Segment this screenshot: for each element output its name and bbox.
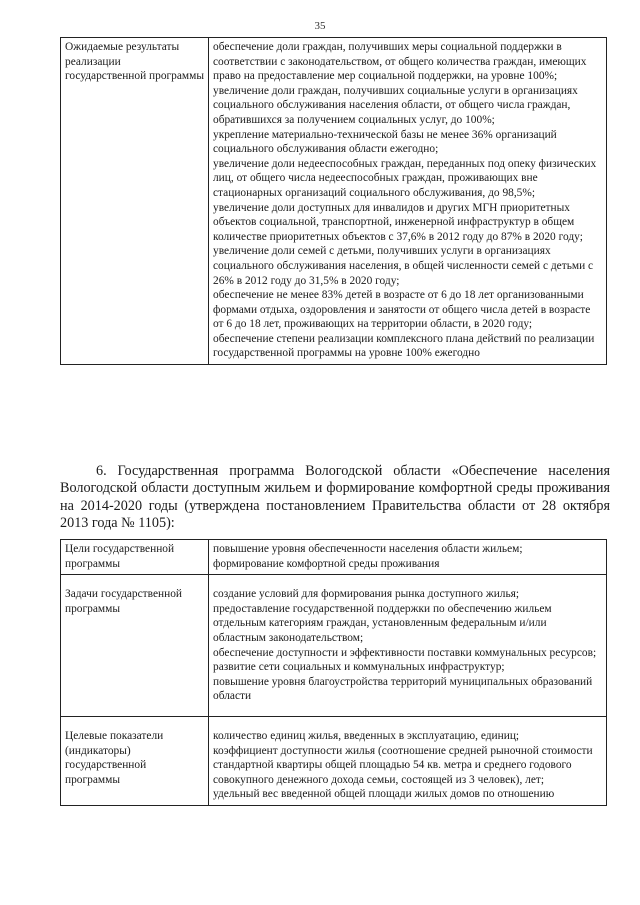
row-content [209, 716, 607, 805]
list-item: обеспечение доли граждан, получивших меры социальной поддержки в соответствии с законодательством, от общего количества граждан, имеющих право на предоставление мер социальной поддержки, на уровне 100%; [213, 41, 587, 83]
list-item: повышение уровня обеспеченности населения области жильем; [213, 543, 523, 555]
row-label: Цели государственной программы [61, 540, 209, 575]
list-item: обеспечение не менее 83% детей в возрасте от 6 до 18 лет организованными формами отдыха, оздоровления и занятости от общего числа детей в возрасте от 6 до 18 лет, проживающих на территории области, в 2020 году; [213, 289, 591, 331]
row-content [209, 540, 607, 575]
table-row [61, 540, 607, 575]
row-label: Ожидаемые результаты реализации государственной программы [61, 38, 209, 365]
list-item: увеличение доли доступных для инвалидов и других МГН приоритетных объектов социальной, транспортной, инженерной инфраструктур в общем количестве приоритетных объектов с 37,6% в 2012 году до 87% в 2020 году; [213, 201, 583, 243]
table-row [61, 575, 607, 717]
row-label: Задачи государственной программы [61, 575, 209, 717]
list-item: развитие сети социальных и коммунальных инфраструктур; [213, 661, 505, 674]
section-heading: 6. Государственная программа Вологодской области «Обеспечение населения Вологодской области доступным жильем и формирование комфортной среды проживания на 2014-2020 годы (утверждена постановлением Правительства области от 28 октября 2013 года № 1105): [60, 463, 610, 532]
list-item: количество единиц жилья, введенных в эксплуатацию, единиц; [213, 729, 520, 742]
page-number: 35 [314, 20, 326, 32]
list-item: увеличение доли недееспособных граждан, переданных под опеку физических лиц, от общего числа недееспособных граждан, проживающих вне стационарных организаций социального обслуживания, до 98,5%; [213, 157, 597, 199]
list-item: предоставление государственной поддержки по обеспечению жильем отдельным категориям граждан, установленным федеральным и/или областным законодательством; [213, 602, 552, 644]
list-item: удельный вес введенной общей площади жилых домов по отношению [213, 788, 555, 801]
table-row [61, 38, 607, 365]
list-item: увеличение доли граждан, получивших социальные услуги в организациях социального обслуживания населения области, от общего числа граждан, обратившихся за получением социальных услуг, до 100%; [213, 84, 578, 126]
program-passport-table [60, 539, 607, 806]
list-item: обеспечение доступности и эффективности поставки коммунальных ресурсов; [213, 646, 597, 659]
row-label: Целевые показатели (индикаторы) государственной программы [61, 716, 209, 805]
table-row [61, 716, 607, 805]
list-item: коэффициент доступности жилья (соотношение средней рыночной стоимости стандартной квартиры общей площадью 54 кв. метра и среднего годового совокупного денежного дохода семьи, состоящей из 3 человек), лет; [213, 744, 593, 786]
list-item: укрепление материально-технической базы не менее 36% организаций социального обслуживания области ежегодно; [213, 128, 557, 156]
list-item: увеличение доли семей с детьми, получивших услуги в организациях социального обслуживания населения, в общей численности семей с детьми с 26% в 2012 году до 31,5% в 2020 году; [213, 245, 594, 287]
list-item: обеспечение степени реализации комплексного плана действий по реализации государственной программы на уровне 100% ежегодно [213, 332, 595, 360]
row-content [209, 38, 607, 365]
list-item: формирование комфортной среды проживания [213, 557, 440, 570]
list-item: повышение уровня благоустройства территорий муниципальных образований области [213, 675, 593, 703]
expected-results-table [60, 37, 607, 365]
row-content [209, 575, 607, 717]
list-item: создание условий для формирования рынка доступного жилья; [213, 588, 520, 601]
